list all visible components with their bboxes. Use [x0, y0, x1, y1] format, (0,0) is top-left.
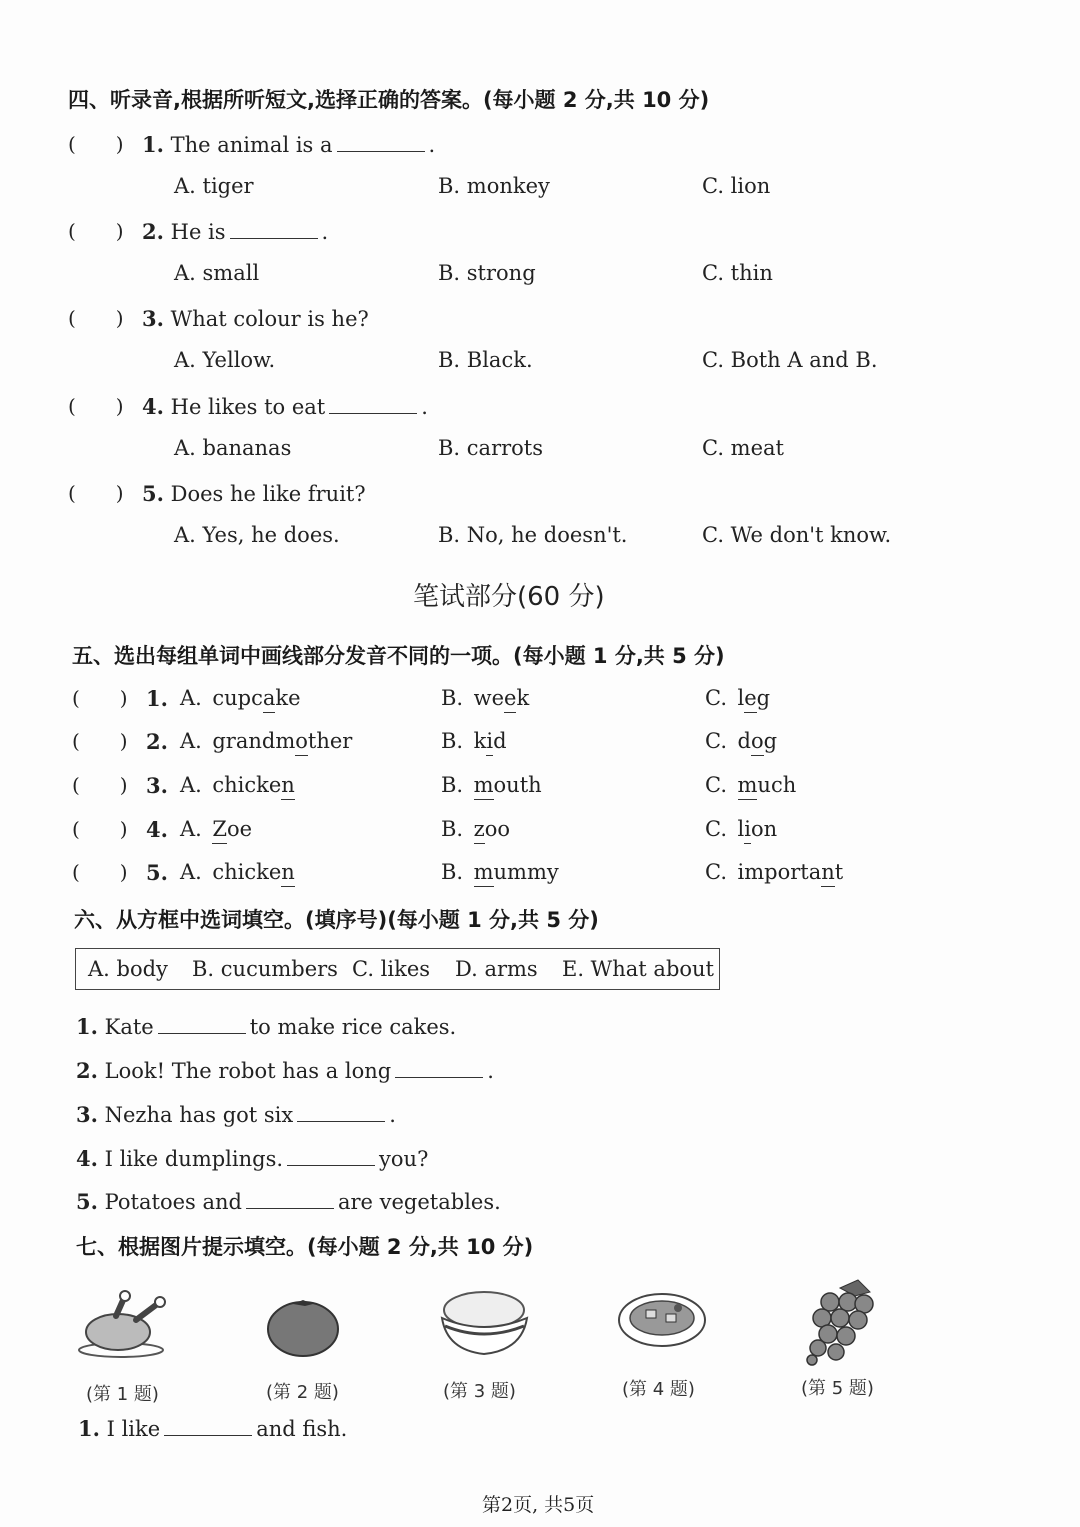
option-a[interactable]: A. tiger [174, 174, 254, 198]
row-number: 4. [146, 817, 168, 842]
section-6-heading: 六、从方框中选词填空。(填序号)(每小题 1 分,共 5 分) [74, 908, 599, 932]
answer-blank[interactable] [287, 1147, 375, 1166]
question-text: He is [170, 220, 226, 244]
question-text: The animal is a [170, 133, 333, 157]
word-option-b[interactable] [441, 729, 507, 753]
box-word: E. What about [562, 957, 714, 981]
fill-item-1 [76, 1014, 456, 1039]
underlined-letter: n [281, 773, 295, 797]
word-option-b[interactable] [441, 817, 510, 841]
question-2 [142, 219, 328, 244]
option-c[interactable]: C. lion [702, 174, 771, 198]
answer-blank[interactable] [164, 1417, 252, 1436]
option-letter: A. [180, 729, 202, 753]
box-word: D. arms [455, 957, 538, 981]
question-number: 3. [142, 306, 164, 331]
word-option-b[interactable] [441, 860, 559, 884]
word-option-c[interactable] [705, 860, 843, 884]
question-5 [142, 481, 366, 506]
underlined-letter: o [295, 729, 308, 753]
option-letter: B. [441, 860, 464, 884]
underlined-letter: m [473, 860, 494, 884]
picture-item-1 [78, 1416, 347, 1441]
row-number: 1. [146, 686, 168, 711]
question-end: . [428, 133, 436, 157]
picture-caption: (第 1 题) [86, 1384, 159, 1405]
item-text: Nezha has got six [104, 1103, 294, 1127]
option-letter: C. [705, 729, 727, 753]
answer-paren[interactable]: ( ) [68, 132, 124, 156]
word-part: uch [757, 773, 797, 797]
word-option-c[interactable] [705, 773, 796, 797]
underlined-letter: i [486, 729, 494, 753]
question-end: . [421, 395, 428, 419]
underlined-letter: Z [212, 817, 227, 841]
word-part: outh [493, 773, 542, 797]
underlined-letter: i [744, 817, 751, 841]
word-part: l [737, 686, 745, 710]
question-4 [142, 394, 428, 419]
word-option-b[interactable] [441, 773, 542, 797]
fill-item-2 [76, 1058, 494, 1083]
word-option-a[interactable] [180, 729, 352, 753]
word-part: g [756, 686, 771, 710]
question-text: What colour is he? [170, 307, 369, 331]
word-part: oo [484, 817, 510, 841]
question-number: 5. [142, 481, 164, 506]
answer-paren[interactable]: ( ) [72, 686, 128, 710]
written-part-title: 笔试部分(60 分) [413, 582, 605, 612]
answer-blank[interactable] [230, 220, 318, 239]
item-text-end: . [389, 1103, 396, 1127]
option-letter: B. [441, 817, 464, 841]
answer-paren[interactable]: ( ) [68, 481, 124, 505]
underlined-letter: e [504, 686, 517, 710]
word-part: ummy [493, 860, 559, 884]
question-3 [142, 306, 369, 331]
box-word: B. cucumbers [192, 957, 338, 981]
word-option-a[interactable] [180, 686, 301, 710]
answer-paren[interactable]: ( ) [68, 219, 124, 243]
word-option-c[interactable] [705, 817, 777, 841]
item-text-end: to make rice cakes. [249, 1015, 457, 1039]
question-text: Does he like fruit? [170, 482, 366, 506]
underlined-letter: a [262, 686, 276, 710]
word-option-a[interactable] [180, 860, 295, 884]
underlined-letter: n [821, 860, 835, 884]
row-number: 5. [146, 860, 168, 885]
page-footer: 第2页, 共5页 [482, 1494, 595, 1516]
option-b[interactable]: B. Black. [438, 348, 533, 372]
answer-blank[interactable] [395, 1059, 483, 1078]
word-part: t [834, 860, 844, 884]
rice-bowl-icon [437, 1288, 532, 1360]
option-b[interactable]: B. carrots [438, 436, 543, 460]
item-text: Kate [104, 1015, 154, 1039]
answer-paren[interactable]: ( ) [72, 773, 128, 797]
word-option-c[interactable] [705, 686, 770, 710]
vegetable-dish-icon [616, 1288, 708, 1358]
option-letter: A. [180, 860, 202, 884]
item-number: 1. [78, 1416, 100, 1441]
option-letter: C. [705, 773, 727, 797]
underlined-letter: n [281, 860, 295, 884]
question-number: 2. [142, 219, 164, 244]
word-part: d [737, 729, 751, 753]
answer-blank[interactable] [329, 395, 417, 414]
option-letter: A. [180, 773, 202, 797]
option-b[interactable]: B. monkey [438, 174, 550, 198]
option-letter: C. [705, 817, 727, 841]
underlined-letter: e [744, 686, 757, 710]
item-number: 3. [76, 1102, 98, 1127]
word-part: k [473, 729, 487, 753]
question-1 [142, 132, 435, 157]
option-letter: B. [441, 729, 464, 753]
box-word: A. body [88, 957, 168, 981]
fill-item-4 [76, 1146, 428, 1171]
word-option-c[interactable] [705, 729, 777, 753]
section-7-heading: 七、根据图片提示填空。(每小题 2 分,共 10 分) [76, 1235, 534, 1259]
item-text: Look! The robot has a long [104, 1059, 392, 1083]
word-part: grandm [212, 729, 296, 753]
answer-blank[interactable] [337, 133, 425, 152]
option-letter: A. [180, 686, 202, 710]
option-c[interactable]: C. We don't know. [702, 523, 892, 547]
answer-blank[interactable] [246, 1190, 334, 1209]
section-5-heading: 五、选出每组单词中画线部分发音不同的一项。(每小题 1 分,共 5 分) [72, 644, 725, 668]
item-text-end: . [487, 1059, 494, 1083]
item-text: I like dumplings. [104, 1147, 284, 1171]
underlined-letter: m [737, 773, 758, 797]
option-letter: B. [441, 686, 464, 710]
fill-item-5 [76, 1189, 501, 1214]
word-part: k [516, 686, 530, 710]
answer-paren[interactable]: ( ) [68, 306, 124, 330]
option-letter: A. [180, 817, 202, 841]
word-part: ke [275, 686, 301, 710]
word-option-b[interactable] [441, 686, 529, 710]
row-number: 3. [146, 773, 168, 798]
item-number: 5. [76, 1189, 98, 1214]
item-text: I like [106, 1417, 161, 1441]
question-number: 4. [142, 394, 164, 419]
grapes-icon [800, 1274, 884, 1366]
answer-blank[interactable] [297, 1103, 385, 1122]
word-part: on [750, 817, 778, 841]
word-part: ther [307, 729, 353, 753]
word-part: chicke [212, 773, 282, 797]
word-part: cupc [212, 686, 263, 710]
word-part: we [473, 686, 505, 710]
word-part: l [737, 817, 745, 841]
picture-caption: (第 2 题) [266, 1382, 339, 1403]
question-number: 1. [142, 132, 164, 157]
item-text-end: are vegetables. [337, 1190, 501, 1214]
item-text: Potatoes and [104, 1190, 242, 1214]
option-a[interactable]: A. Yellow. [174, 348, 276, 372]
answer-paren[interactable]: ( ) [72, 817, 128, 841]
item-text-end: you? [379, 1147, 429, 1171]
section-4-heading: 四、听录音,根据所听短文,选择正确的答案。(每小题 2 分,共 10 分) [68, 88, 710, 112]
answer-paren[interactable]: ( ) [68, 394, 124, 418]
word-option-a[interactable] [180, 773, 295, 797]
option-a[interactable]: A. bananas [174, 436, 292, 460]
option-a[interactable]: A. small [174, 261, 260, 285]
option-c[interactable]: C. meat [702, 436, 784, 460]
option-a[interactable]: A. Yes, he does. [174, 523, 340, 547]
option-c[interactable]: C. thin [702, 261, 773, 285]
underlined-letter: o [750, 729, 764, 753]
word-part: chicke [212, 860, 282, 884]
answer-blank[interactable] [158, 1015, 246, 1034]
option-letter: B. [441, 773, 464, 797]
word-part: d [493, 729, 507, 753]
option-b[interactable]: B. strong [438, 261, 536, 285]
picture-caption: (第 5 题) [801, 1378, 874, 1399]
option-c[interactable]: C. Both A and B. [702, 348, 878, 372]
fill-item-3 [76, 1102, 396, 1127]
question-end: . [321, 220, 329, 244]
underlined-letter: z [473, 817, 485, 841]
answer-paren[interactable]: ( ) [72, 860, 128, 884]
tomato-icon [265, 1296, 341, 1358]
item-number: 2. [76, 1058, 98, 1083]
roast-chicken-icon [76, 1290, 176, 1360]
picture-caption: (第 3 题) [443, 1381, 516, 1402]
option-letter: C. [705, 686, 727, 710]
word-option-a[interactable] [180, 817, 252, 841]
row-number: 2. [146, 729, 168, 754]
question-text: He likes to eat [170, 395, 326, 419]
option-b[interactable]: B. No, he doesn't. [438, 523, 628, 547]
item-number: 1. [76, 1014, 98, 1039]
word-part: oe [226, 817, 253, 841]
underlined-letter: m [473, 773, 494, 797]
word-part: g [763, 729, 778, 753]
item-text-end: and fish. [256, 1417, 348, 1441]
answer-paren[interactable]: ( ) [72, 729, 128, 753]
option-letter: C. [705, 860, 727, 884]
picture-caption: (第 4 题) [622, 1379, 695, 1400]
item-number: 4. [76, 1146, 98, 1171]
word-part: importa [737, 860, 822, 884]
box-word: C. likes [352, 957, 431, 981]
